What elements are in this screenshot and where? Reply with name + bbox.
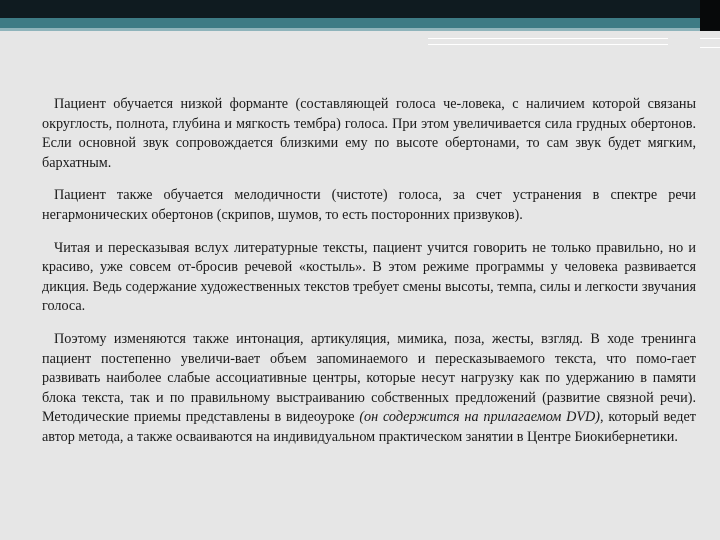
header-dark-band [0,0,720,18]
paragraph-4 [42,330,696,448]
paragraph-4-italic-note: (он содержится на прилагаемом DVD) [359,409,601,426]
decorative-line [428,38,668,39]
paragraph-3: Читая и пересказывая вслух литературные тексты, пациент учится говорить не только правильно, но и красиво, уже совсем от-бросив речевой «костыль». В этом режиме программы у человека развивается дикция. Ведь содержание художественных текстов требует смены высоты, темпа, силы и легкости звучания голоса. [42,239,696,315]
paragraph-4-text-end: , который ведет автор метода, а также осваиваются на индивидуальном практическом занятии в Центре Биокибернетики. [42,409,696,445]
slide-body [42,95,696,461]
decorative-corner-lines [700,38,720,48]
header-corner-block [700,0,720,31]
paragraph-2: Пациент также обучается мелодичности (чистоте) голоса, за счет устранения в спектре речи негармонических обертонов (скрипов, шумов, то есть посторонних призвуков). [42,187,696,223]
paragraph-1: Пациент обучается низкой форманте (составляющей голоса че-ловека, с наличием которой связаны округлость, полнота, глубина и мягкость тембра) голоса. При этом увеличивается сила грудных обертонов. Если основной звук сопровождается близкими ему по высоте обертонами, то сам звук будет мягким, бархатным. [42,96,696,171]
paragraph-4-text-start: Поэтому изменяются также интонация, артикуляция, мимика, поза, жесты, взгляд. В ходе тренинга пациент постепенно увеличи-вает объем запоминаемого и пересказываемого текста, что помо-гает развивать наиболее слабые ассоциативные центры, которые несут нагрузку как по удержанию в памяти блока текста, так и по правильному выстраиванию собственных предложений (развитие связной речи). Методические приемы представлены в видеоуроке [42,330,696,426]
decorative-line [428,44,668,45]
header-teal-band [0,18,720,28]
header-teal-stripe [0,28,720,31]
